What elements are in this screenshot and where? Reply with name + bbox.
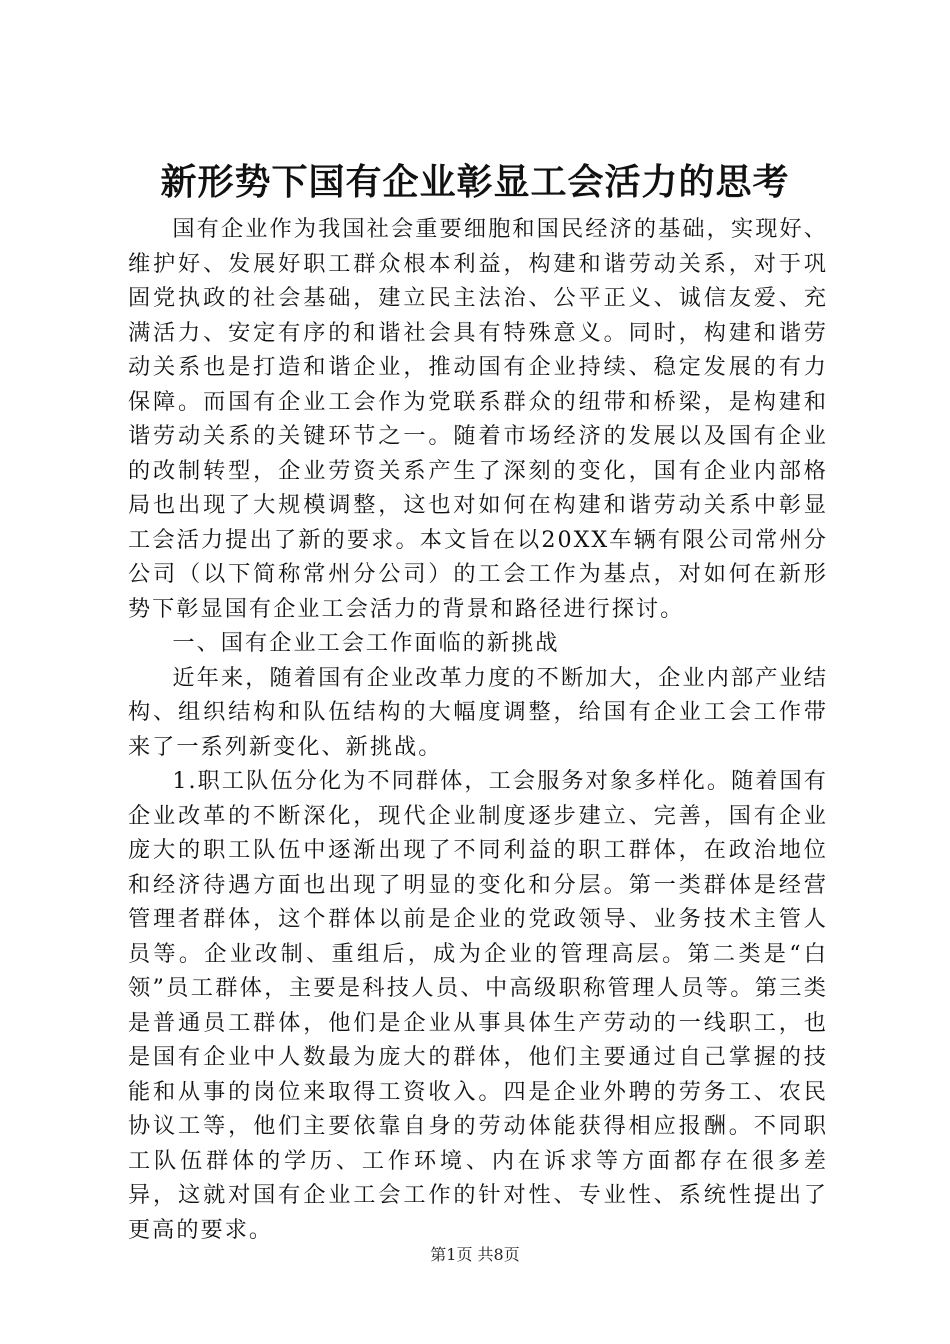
intro-paragraph: 国有企业作为我国社会重要细胞和国民经济的基础，实现好、维护好、发展好职工群众根本利益，构建和谐劳动关系，对于巩固党执政的社会基础，建立民主法治、公平正义、诚信友爱、充满活力、安定有序的和谐社会具有特殊意义。同时，构建和谐劳动关系也是打造和谐企业，推动国有企业持续、稳定发展的有力保障。而国有企业工会作为党联系群众的纽带和桥梁，是构建和谐劳动关系的关键环节之一。随着市场经济的发展以及国有企业的改制转型，企业劳资关系产生了深刻的变化，国有企业内部格局也出现了大规模调整，这也对如何在构建和谐劳动关系中彰显工会活力提出了新的要求。本文旨在以20XX车辆有限公司常州分公司（以下简称常州分公司）的工会工作为基点，对如何在新形势下彰显国有企业工会活力的背景和路径进行探讨。 [128,216,828,622]
document-body [128,212,828,1247]
numbered-paragraph: 1.职工队伍分化为不同群体，工会服务对象多样化。随着国有企业改革的不断深化，现代企业制度逐步建立、完善，国有企业庞大的职工队伍中逐渐出现了不同利益的职工群体，在政治地位和经济待遇方面也出现了明显的变化和分层。第一类群体是经营管理者群体，这个群体以前是企业的党政领导、业务技术主管人员等。企业改制、重组后，成为企业的管理高层。第二类是“白领”员工群体，主要是科技人员、中高级职称管理人员等。第三类是普通员工群体，他们是企业从事具体生产劳动的一线职工，也是国有企业中人数最为庞大的群体，他们主要通过自己掌握的技能和从事的岗位来取得工资收入。四是企业外聘的劳务工、农民协议工等，他们主要依靠自身的劳动体能获得相应报酬。不同职工队伍群体的学历、工作环境、内在诉求等方面都存在很多差异，这就对国有企业工会工作的针对性、专业性、系统性提出了更高的要求。 [128,768,828,1243]
section-paragraph: 近年来，随着国有企业改革力度的不断加大，企业内部产业结构、组织结构和队伍结构的大幅度调整，给国有企业工会工作带来了一系列新变化、新挑战。 [128,664,828,760]
page-title: 新形势下国有企业彰显工会活力的思考 [160,161,790,203]
section-heading: 一、国有企业工会工作面临的新挑战 [172,630,560,656]
page-number: 第1页 共8页 [430,1245,520,1264]
